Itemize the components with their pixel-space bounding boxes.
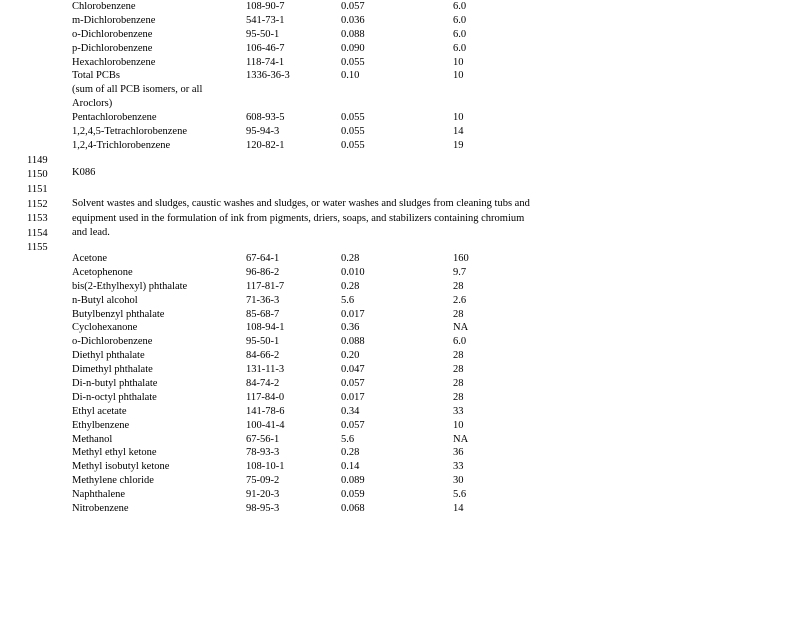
- constituent-name: Naphthalene: [72, 489, 126, 501]
- constituent-name: o-Dichlorobenzene: [72, 336, 153, 348]
- cas-number: 120-82-1: [246, 139, 285, 151]
- table-row: [72, 294, 533, 308]
- cas-number: 84-74-2: [246, 378, 280, 390]
- constituent-name: Ethylbenzene: [72, 419, 130, 431]
- cas-number: 75-09-2: [246, 475, 280, 487]
- table-row: [72, 69, 533, 83]
- line-number: 1154: [27, 228, 48, 239]
- constituent-name: Acetophenone: [72, 266, 133, 278]
- wastewater-value: [341, 97, 453, 111]
- line-number: 1150: [27, 169, 48, 180]
- wastewater-value: 0.068: [341, 503, 365, 515]
- wastewater-value: 0.28: [341, 447, 360, 459]
- constituent-table-bottom: [72, 252, 533, 516]
- nonwastewater-value: 30: [453, 475, 464, 487]
- cas-number: 108-94-1: [246, 322, 285, 334]
- wastewater-value: 0.057: [341, 1, 365, 12]
- constituent-name: Pentachlorobenzene: [72, 112, 157, 124]
- nonwastewater-value: 160: [453, 253, 469, 264]
- cas-number: [246, 97, 341, 111]
- wastewater-value: [341, 83, 453, 97]
- wastewater-value: 0.090: [341, 42, 365, 54]
- nonwastewater-value: 6.0: [453, 42, 467, 54]
- table-row: [72, 363, 533, 377]
- nonwastewater-value: NA: [453, 322, 469, 334]
- table-row: [72, 266, 533, 280]
- cas-number: 117-84-0: [246, 391, 285, 403]
- constituent-name: Methanol: [72, 433, 113, 445]
- nonwastewater-value: 28: [453, 378, 464, 390]
- nonwastewater-value: 28: [453, 391, 464, 403]
- table-row: [72, 349, 533, 363]
- constituent-name: Butylbenzyl phthalate: [72, 308, 165, 320]
- wastewater-value: 0.017: [341, 308, 365, 320]
- table-row: [72, 377, 533, 391]
- nonwastewater-value: 6.0: [453, 336, 467, 348]
- table-row: [72, 42, 533, 56]
- cas-number: 95-94-3: [246, 126, 280, 138]
- constituent-name: Hexachlorobenzene: [72, 56, 156, 68]
- nonwastewater-value: 36: [453, 447, 464, 459]
- nonwastewater-value: 2.6: [453, 294, 467, 306]
- wastewater-value: 5.6: [341, 294, 355, 306]
- table-row: [72, 28, 533, 42]
- constituent-name: Acetone: [72, 253, 107, 264]
- table-row: [72, 97, 533, 111]
- constituent-name: Methylene chloride: [72, 475, 154, 487]
- table-row: [72, 280, 533, 294]
- wastewater-value: 0.036: [341, 14, 365, 26]
- cas-number: 67-64-1: [246, 253, 280, 264]
- constituent-name-continued: Aroclors): [72, 98, 113, 110]
- line-number: 1152: [27, 199, 48, 210]
- table-row: [72, 446, 533, 460]
- table-row: [72, 474, 533, 488]
- wastewater-value: 0.28: [341, 253, 360, 264]
- constituent-name: Nitrobenzene: [72, 503, 129, 515]
- nonwastewater-value: [453, 97, 533, 111]
- cas-number: 131-11-3: [246, 364, 285, 376]
- constituent-name: Ethyl acetate: [72, 405, 127, 417]
- constituent-table-top: [72, 0, 533, 153]
- cas-number: [246, 83, 341, 97]
- cas-number: 106-46-7: [246, 42, 285, 54]
- nonwastewater-value: 28: [453, 280, 464, 292]
- constituent-name: m-Dichlorobenzene: [72, 14, 156, 26]
- cas-number: 108-10-1: [246, 461, 285, 473]
- cas-number: 98-95-3: [246, 503, 280, 515]
- cas-number: 108-90-7: [246, 1, 285, 12]
- cas-number: 78-93-3: [246, 447, 280, 459]
- cas-number: 1336-36-3: [246, 70, 290, 82]
- nonwastewater-value: 14: [453, 503, 464, 515]
- wastewater-value: 0.055: [341, 139, 365, 151]
- wastewater-value: 0.055: [341, 56, 365, 68]
- nonwastewater-value: 10: [453, 419, 464, 431]
- cas-number: 141-78-6: [246, 405, 285, 417]
- wastewater-value: 5.6: [341, 433, 355, 445]
- nonwastewater-value: 6.0: [453, 14, 467, 26]
- nonwastewater-value: 9.7: [453, 266, 467, 278]
- nonwastewater-value: 28: [453, 350, 464, 362]
- nonwastewater-value: 28: [453, 364, 464, 376]
- wastewater-value: 0.059: [341, 489, 365, 501]
- nonwastewater-value: NA: [453, 433, 469, 445]
- constituent-name: Chlorobenzene: [72, 1, 136, 12]
- cas-number: 71-36-3: [246, 294, 280, 306]
- constituent-name-continued: (sum of all PCB isomers, or all: [72, 84, 203, 96]
- wastewater-value: 0.057: [341, 378, 365, 390]
- constituent-name: Di-n-octyl phthalate: [72, 391, 157, 403]
- table-row: [72, 252, 533, 266]
- cas-number: 95-50-1: [246, 336, 280, 348]
- constituent-name: o-Dichlorobenzene: [72, 28, 153, 40]
- table-row: [72, 111, 533, 125]
- nonwastewater-value: 10: [453, 56, 464, 68]
- table-row: [72, 433, 533, 447]
- table-row: [72, 56, 533, 70]
- constituent-name: Methyl isobutyl ketone: [72, 461, 170, 473]
- table-row: [72, 460, 533, 474]
- constituent-name: Total PCBs: [72, 70, 120, 82]
- wastewater-value: 0.28: [341, 280, 360, 292]
- cas-number: 96-86-2: [246, 266, 280, 278]
- wastewater-value: 0.088: [341, 336, 365, 348]
- table-row: [72, 502, 533, 516]
- constituent-name: n-Butyl alcohol: [72, 294, 138, 306]
- wastewater-value: 0.055: [341, 112, 365, 124]
- constituent-name: Methyl ethyl ketone: [72, 447, 157, 459]
- wastewater-value: 0.047: [341, 364, 365, 376]
- wastewater-value: 0.14: [341, 461, 360, 473]
- table-row: [72, 321, 533, 335]
- cas-number: 67-56-1: [246, 433, 280, 445]
- constituent-name: Dimethyl phthalate: [72, 364, 153, 376]
- nonwastewater-value: 33: [453, 461, 464, 473]
- nonwastewater-value: 19: [453, 139, 464, 151]
- nonwastewater-value: 6.0: [453, 28, 467, 40]
- waste-description: Solvent wastes and sludges, caustic washes and sludges, or water washes and sludges from cleaning tubs and equipment used in the formulation of ink from pigments, driers, soaps, and stabilizers containing chromium and lead.: [72, 198, 530, 239]
- wastewater-value: 0.055: [341, 126, 365, 138]
- nonwastewater-value: 10: [453, 112, 464, 124]
- nonwastewater-value: 14: [453, 126, 464, 138]
- wastewater-value: 0.017: [341, 391, 365, 403]
- cas-number: 84-66-2: [246, 350, 280, 362]
- constituent-name: Cyclohexanone: [72, 322, 138, 334]
- constituent-name: Diethyl phthalate: [72, 350, 145, 362]
- cas-number: 95-50-1: [246, 28, 280, 40]
- table-row: [72, 14, 533, 28]
- cas-number: 118-74-1: [246, 56, 285, 68]
- nonwastewater-value: [453, 83, 533, 97]
- table-row: [72, 335, 533, 349]
- constituent-name: Di-n-butyl phthalate: [72, 378, 158, 390]
- table-row: [72, 0, 533, 14]
- cas-number: 85-68-7: [246, 308, 280, 320]
- wastewater-value: 0.20: [341, 350, 360, 362]
- line-number: 1155: [27, 242, 48, 253]
- line-number: 1149: [27, 155, 48, 166]
- wastewater-value: 0.088: [341, 28, 365, 40]
- constituent-name: p-Dichlorobenzene: [72, 42, 153, 54]
- constituent-name: bis(2-Ethylhexyl) phthalate: [72, 280, 188, 292]
- table-row: [72, 83, 533, 97]
- wastewater-value: 0.089: [341, 475, 365, 487]
- cas-number: 608-93-5: [246, 112, 285, 124]
- nonwastewater-value: 5.6: [453, 489, 467, 501]
- constituent-name: 1,2,4,5-Tetrachlorobenzene: [72, 126, 188, 138]
- cas-number: 91-20-3: [246, 489, 280, 501]
- nonwastewater-value: 33: [453, 405, 464, 417]
- wastewater-value: 0.010: [341, 266, 365, 278]
- wastewater-value: 0.057: [341, 419, 365, 431]
- constituent-name: 1,2,4-Trichlorobenzene: [72, 139, 171, 151]
- cas-number: 541-73-1: [246, 14, 285, 26]
- waste-code: K086: [72, 167, 96, 178]
- table-row: [72, 419, 533, 433]
- line-number: 1153: [27, 213, 48, 224]
- cas-number: 117-81-7: [246, 280, 285, 292]
- wastewater-value: 0.10: [341, 70, 360, 82]
- nonwastewater-value: 28: [453, 308, 464, 320]
- cas-number: 100-41-4: [246, 419, 285, 431]
- table-row: [72, 391, 533, 405]
- table-row: [72, 488, 533, 502]
- wastewater-value: 0.36: [341, 322, 360, 334]
- line-number: 1151: [27, 184, 48, 195]
- table-row: [72, 139, 533, 153]
- table-row: [72, 125, 533, 139]
- nonwastewater-value: 6.0: [453, 1, 467, 12]
- nonwastewater-value: 10: [453, 70, 464, 82]
- table-row: [72, 308, 533, 322]
- wastewater-value: 0.34: [341, 405, 360, 417]
- table-row: [72, 405, 533, 419]
